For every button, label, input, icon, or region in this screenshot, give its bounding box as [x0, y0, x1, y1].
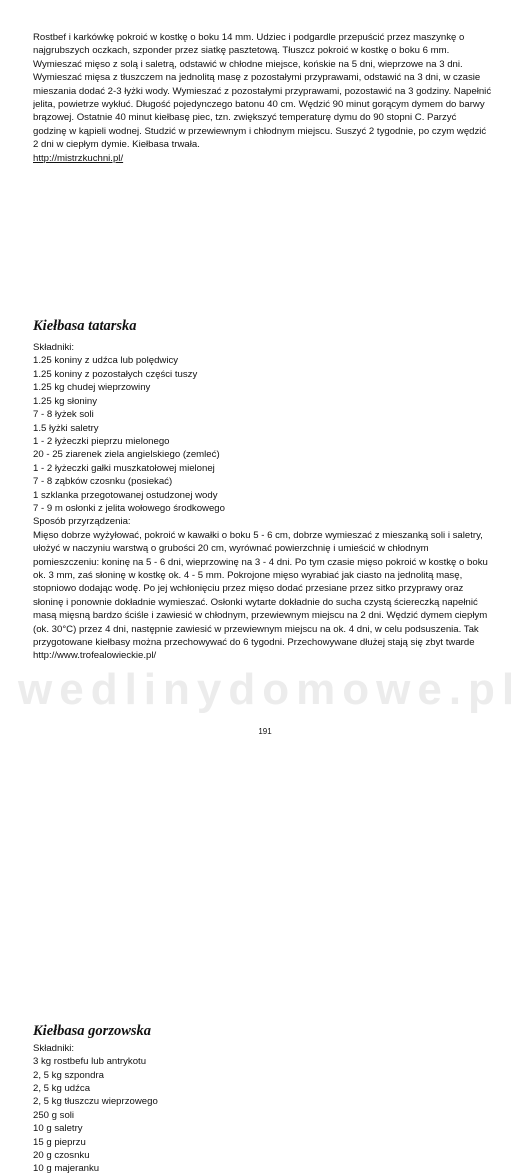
intro-line: brązowej. Ostatnie 40 minut kiełbasę piec, tzn. zwiększyć temperaturę dymu do 90 stopni C. Parzyć: [33, 112, 457, 124]
ingredient-item: 15 g pieprzu: [33, 1136, 86, 1148]
ingredient-item: 7 - 9 m osłonki z jelita wołowego środkowego: [33, 502, 225, 514]
ingredient-item: 10 g majeranku: [33, 1163, 100, 1175]
method-line: słoninę i ponownie dokładnie wymieszać. Osłonki wytarte dokładnie do sucha czystą ściereczką napełnić: [33, 596, 478, 608]
method-line: stopniowo dodając wodę. Po jej wchłonięciu przez mięso dodać przesiane przez sitko przyprawy oraz: [33, 583, 464, 595]
section-title: Kiełbasa gorzowska: [33, 1022, 152, 1039]
ingredients-label: Składniki:: [33, 342, 75, 354]
ingredient-item: 20 - 25 ziarenek ziela angielskiego (zemleć): [33, 449, 220, 461]
intro-line: 2 dni w ciepłym dymie. Kiełbasa trwała.: [33, 139, 200, 151]
method-line: pomieszczeniu: koninę na 5 - 6 dni, wieprzowinę na 3 - 4 dni. Po tym czasie mięso pokroić w kostkę o boku: [33, 556, 488, 568]
source-link[interactable]: http://www.trofealowieckie.pl/: [33, 650, 157, 662]
ingredient-item: 2, 5 kg tłuszczu wieprzowego: [33, 1096, 158, 1108]
method-label: Sposób przyrządzenia:: [33, 516, 131, 528]
ingredient-item: 7 - 8 łyżek soli: [33, 409, 94, 421]
intro-source-link[interactable]: http://mistrzkuchni.pl/: [33, 152, 124, 164]
intro-line: jelita, powietrze wykłuć. Długość pojedynczego batonu 40 cm. Wędzić 90 minut gorącym dymem do barwy: [33, 99, 485, 111]
method-line: (ok. 30°C) przez 4 dni, następnie zawiesić w przewiewnym miejscu na ok. 4 dni, w celu podsuszenia. Tak: [33, 623, 479, 635]
section-kielbasa-tatarska: [33, 317, 501, 663]
ingredient-item: 1 - 2 łyżeczki pieprzu mielonego: [33, 435, 170, 447]
ingredient-item: 20 g czosnku: [33, 1150, 90, 1162]
intro-line: najgrubszych oczkach, szponder przez siatkę pasztetową. Tłuszcz pokroić w kostkę o boku 6 mm.: [33, 45, 450, 57]
intro-line: godzinę w kąpieli wodnej. Studzić w przewiewnym i chłodnym miejscu. Suszyć 2 tygodnie, po czym wędzić: [33, 125, 487, 137]
section-kielbasa-gorzowska: [33, 1022, 501, 1176]
ingredient-item: 1.25 koniny z udźca lub polędwicy: [33, 355, 179, 367]
ingredient-item: 1.25 kg słoniny: [33, 395, 97, 407]
ingredient-item: 1.5 łyżki saletry: [33, 422, 99, 434]
intro-line: Rostbef i karkówkę pokroić w kostkę o boku 14 mm. Udziec i podgardle przepuścić przez maszynkę o: [33, 32, 465, 43]
ingredient-item: 250 g soli: [33, 1109, 75, 1121]
ingredient-item: 1 - 2 łyżeczki gałki muszkatołowej mielonej: [33, 462, 215, 474]
ingredient-item: 7 - 8 ząbków czosnku (posiekać): [33, 476, 173, 488]
ingredient-item: 1 szklanka przegotowanej ostudzonej wody: [33, 489, 218, 501]
method-line: ok. 3 mm, zaś słoninę w kostkę ok. 4 - 5 mm. Pokrojone mięso wyrabiać jak ciasto na jednolitą masę,: [33, 569, 463, 581]
ingredient-item: 2, 5 kg szpondra: [33, 1069, 104, 1081]
ingredient-item: 1.25 kg chudej wieprzowiny: [33, 382, 151, 394]
intro-line: mieszania dodać 2-3 łyżki wody. Wymieszać z pozostałymi przyprawami, pozostawić na 3 godziny. Napełnić: [33, 85, 492, 97]
ingredient-item: 3 kg rostbefu lub antrykotu: [33, 1056, 147, 1068]
ingredient-item: 1.25 koniny z pozostałych części tuszy: [33, 368, 198, 380]
method-line: przygotowane kiełbasy można przechowywać do 6 tygodni. Przechowywane dłużej stają się zbyt twarde: [33, 637, 475, 648]
intro-line: Wymieszać mięsa z tłuszczem na jednolitą masę z pozostałymi przyprawami, odstawić na 3 dni, w czasie: [33, 72, 481, 84]
ingredient-item: 10 g saletry: [33, 1123, 83, 1135]
watermark: wedlinydomowe.pl: [18, 665, 522, 714]
ingredient-item: 2, 5 kg udźca: [33, 1083, 91, 1095]
intro-line: Wymieszać mięso z solą i saletrą, odstawić w chłodne miejsce, końskie na 5 dni, wieprzowe na 3 dni.: [33, 58, 463, 70]
method-line: Mięso dobrze wyżyłować, pokroić w kawałki o boku 5 - 6 cm, dobrze wymieszać z mieszanką soli i saletry,: [33, 529, 483, 541]
method-line: masą mięsną bardzo ściśle i zawiesić w chłodnym, przewiewnym miejscu na 2 dni. Wędzić dymem ciepłym: [33, 610, 488, 622]
intro-paragraph: [33, 31, 501, 165]
page-number: 191: [258, 727, 272, 736]
method-line: ułożyć w naczyniu warstwą o grubości 20 cm, wyrównać powierzchnię i umieścić w chłodnym: [33, 543, 429, 555]
ingredients-label: Składniki:: [33, 1042, 75, 1054]
section-title: Kiełbasa tatarska: [33, 318, 137, 335]
